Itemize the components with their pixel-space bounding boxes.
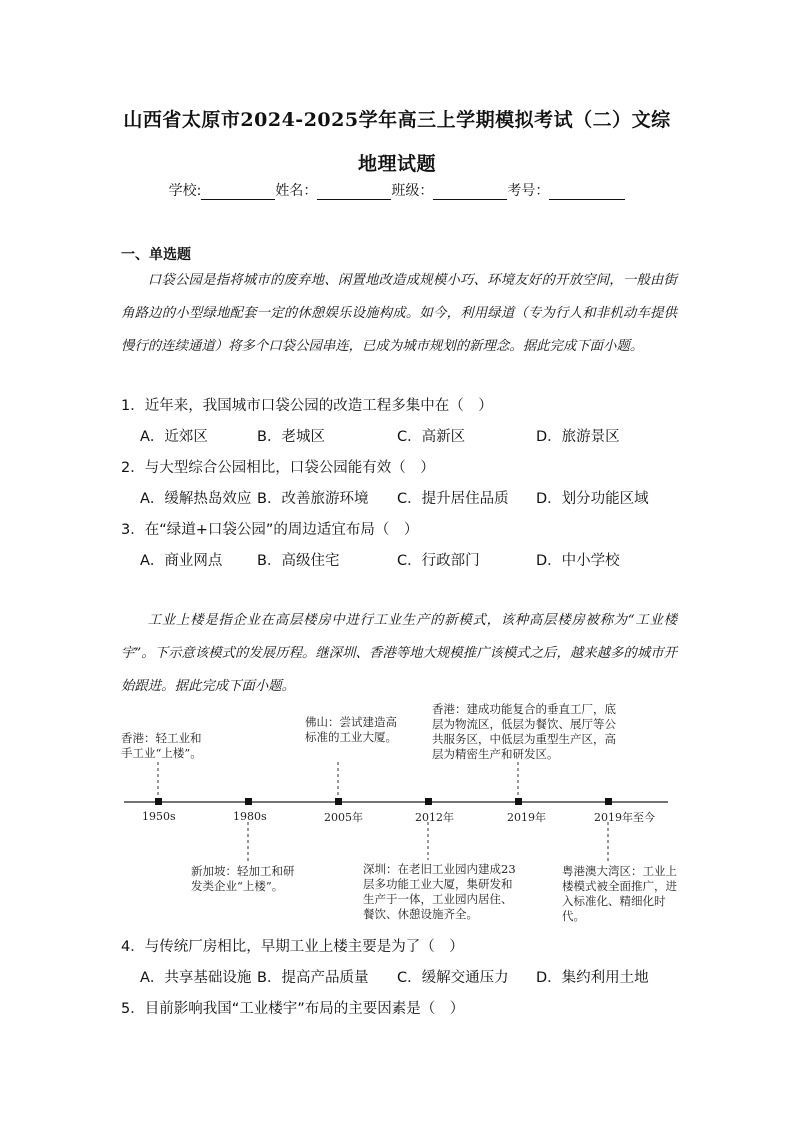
option-b[interactable]: B．改善旅游环境 [257,491,369,507]
exam-no-label: 考号： [507,183,550,199]
option-a[interactable]: A．商业网点 [140,553,223,569]
year-label: 2012年 [415,811,454,824]
option-d[interactable]: D．划分功能区域 [536,491,649,507]
timeline-note-singapore-1980s: 新加坡：轻加工和研发类企业“上楼”。 [191,864,295,893]
timeline-note-hongkong-1950s: 香港：轻工业和手工业“上楼”。 [121,731,202,760]
timeline-note-hongkong-2019: 香港：建成功能复合的垂直工厂，底层为物流区，低层为餐饮、展厅等公共服务区，中低层为重型生产区，高层为精密生产和研发区。 [432,702,616,761]
option-d[interactable]: D．旅游景区 [536,429,620,445]
option-d[interactable]: D．集约利用土地 [536,970,649,986]
option-c[interactable]: C．提升居住品质 [397,491,509,507]
passage-industrial-building: 工业上楼是指企业在高层楼房中进行工业生产的新模式，该种高层楼房被称为“工业楼宇”。下示意该模式的发展历程。继深圳、香港等地大规模推广该模式之后，越来越多的城市开始跟进。据此完成下面小题。 [121,613,677,694]
option-a[interactable]: A．共享基础设施 [140,970,252,986]
year-label: 2019年 [507,811,546,824]
tick-1950s [155,798,162,805]
option-b[interactable]: B．提高产品质量 [257,970,369,986]
option-c[interactable]: C．高新区 [397,429,466,445]
school-label: 学校: [168,183,202,199]
question-2: 2．与大型综合公园相比，口袋公园能有效（ ） [121,460,435,476]
question-4: 4．与传统厂房相比，早期工业上楼主要是为了（ ） [121,939,464,955]
tick-2012 [425,798,432,805]
option-b[interactable]: B．高级住宅 [257,553,340,569]
section-heading: 一、单选题 [121,247,191,263]
year-label: 1980s [233,810,267,823]
class-label: 班级： [391,183,434,199]
tick-2019-present [605,798,612,805]
question-3: 3．在“绿道+口袋公园”的周边适宜布局（ ） [121,522,419,538]
option-d[interactable]: D．中小学校 [536,553,620,569]
tick-2005 [335,798,342,805]
option-c[interactable]: C．缓解交通压力 [397,970,509,986]
year-label: 2005年 [324,811,363,824]
name-label: 姓名： [275,183,318,199]
passage-pocket-park: 口袋公园是指将城市的废弃地、闲置地改造成规模小巧、环境友好的开放空间，一般由街角路边的小型绿地配套一定的休憩娱乐设施构成。如今，利用绿道（专为行人和非机动车提供慢行的连续通道）将多个口袋公园串连，已成为城市规划的新理念。据此完成下面小题。 [121,273,677,354]
question-1: 1．近年来，我国城市口袋公园的改造工程多集中在（ ） [121,398,493,414]
option-b[interactable]: B．老城区 [257,429,325,445]
year-label: 1950s [142,810,176,823]
timeline-note-gba-present: 粤港澳大湾区：工业上楼模式被全面推广，进入标准化、精细化时代。 [562,864,677,923]
timeline-note-foshan-2005: 佛山：尝试建造高标准的工业大厦。 [305,715,397,744]
timeline-note-shenzhen-2012: 深圳：在老旧工业园内建成23层多功能工业大厦，集研发和生产于一体，工业园内居住、餐饮、休憩设施齐全。 [363,862,516,921]
tick-1980s [245,798,252,805]
option-a[interactable]: A．缓解热岛效应 [140,491,252,507]
year-label: 2019年至今 [594,811,655,824]
option-a[interactable]: A．近郊区 [140,429,208,445]
page-subtitle: 地理试题 [357,153,436,175]
question-5: 5．目前影响我国“工业楼宇”布局的主要因素是（ ） [121,1001,465,1017]
question-4-options [140,966,700,988]
option-c[interactable]: C．行政部门 [397,553,480,569]
page-title: 山西省太原市2024-2025学年高三上学期模拟考试（二）文综 [123,109,671,131]
tick-2019 [515,798,522,805]
